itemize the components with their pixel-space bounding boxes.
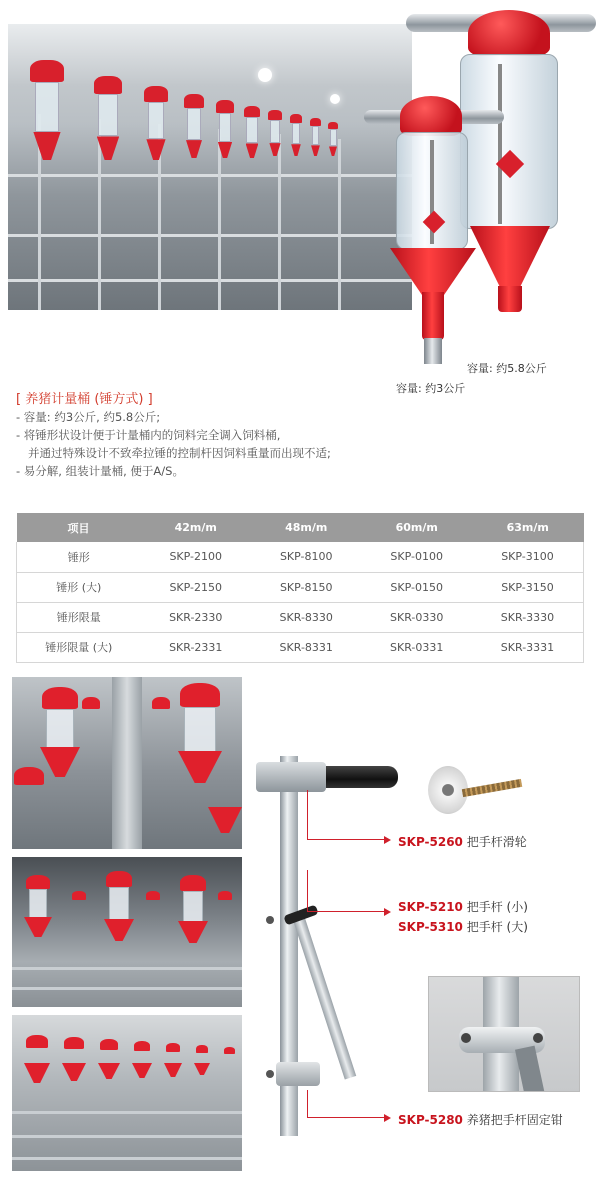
- part-code: SKP-5210: [398, 900, 463, 914]
- table-cell: SKR-8330: [251, 602, 361, 632]
- callout-arrow: [384, 908, 391, 916]
- pen-rail: [8, 174, 412, 177]
- table-row: [17, 632, 584, 662]
- feeder-thumbnail: [268, 110, 282, 156]
- callout-line-clamp: [307, 1090, 385, 1118]
- feeder-cap-large: [468, 10, 550, 56]
- feeder-funnel-large: [470, 226, 550, 288]
- feeder-thumbnail: [216, 100, 234, 158]
- callout-lever-small: [398, 898, 528, 915]
- callout-line-lever: [307, 870, 385, 912]
- table-cell: SKR-2330: [141, 602, 251, 632]
- pen-bar: [338, 139, 341, 310]
- pen-rail: [8, 234, 412, 237]
- feeder-neck-small: [422, 292, 444, 340]
- feeder-rod: [498, 64, 502, 224]
- part-label: 把手杆 (大): [466, 920, 528, 934]
- feature-line: - 易分解, 组装计量桶, 便于A/S。: [16, 464, 184, 478]
- table-header: 项目: [17, 513, 141, 542]
- table-cell: SKP-0150: [361, 572, 471, 602]
- assembly-lever: [292, 914, 356, 1079]
- assembly-bolt: [266, 916, 274, 924]
- installation-photo-aisle: [12, 677, 242, 849]
- part-label: 把手杆滑轮: [466, 835, 527, 849]
- part-code: SKP-5280: [398, 1113, 463, 1127]
- table-cell: SKP-3150: [472, 572, 584, 602]
- feeder-thumbnail: [290, 114, 302, 156]
- feeder-pipe: [424, 338, 442, 364]
- feeder-thumbnail: [144, 86, 168, 160]
- feeder-thumbnail: [244, 106, 260, 158]
- feeder-thumbnail: [328, 122, 338, 156]
- table-header: 42m/m: [141, 513, 251, 542]
- part-label: 养猪把手杆固定钳: [466, 1113, 563, 1127]
- feature-line: - 容量: 约3公斤, 约5.8公斤;: [16, 410, 161, 424]
- callout-line-roller: [307, 790, 385, 840]
- table-cell: SKR-3331: [472, 632, 584, 662]
- clamp-detail-photo: [428, 976, 580, 1092]
- table-cell: 锤形限量: [17, 602, 141, 632]
- pen-rail: [8, 279, 412, 282]
- feeder-thumbnail: [310, 118, 321, 156]
- ceiling-lamp: [258, 68, 272, 82]
- ceiling-lamp: [330, 94, 340, 104]
- table-row: [17, 572, 584, 602]
- table-cell: SKR-0331: [361, 632, 471, 662]
- callout-arrow: [384, 836, 391, 844]
- table-row: [17, 542, 584, 572]
- feeder-thumbnail: [30, 60, 64, 160]
- table-cell: SKP-8100: [251, 542, 361, 572]
- feature-line: 并通过特殊设计不致牵拉锤的控制杆因饲料重量而出现不适;: [28, 446, 331, 460]
- roller-part-image: [422, 764, 522, 824]
- table-cell: SKP-2100: [141, 542, 251, 572]
- installation-photo-row: [12, 857, 242, 1007]
- table-header: 63m/m: [472, 513, 584, 542]
- assembly-bolt: [266, 1070, 274, 1078]
- table-cell: SKR-0330: [361, 602, 471, 632]
- table-cell: SKP-2150: [141, 572, 251, 602]
- feeder-tube-large: [460, 54, 558, 229]
- table-cell: SKP-3100: [472, 542, 584, 572]
- part-code: SKP-5260: [398, 835, 463, 849]
- feature-list: [16, 408, 331, 480]
- table-header: 48m/m: [251, 513, 361, 542]
- table-cell: SKR-8331: [251, 632, 361, 662]
- table-cell: SKP-0100: [361, 542, 471, 572]
- table-cell: 锤形 (大): [17, 572, 141, 602]
- feeder-cap-small: [400, 96, 462, 136]
- part-code: SKP-5310: [398, 920, 463, 934]
- pen-bar: [278, 134, 281, 310]
- callout-roller: [398, 833, 527, 850]
- feeder-thumbnail: [94, 76, 122, 160]
- assembly-clamp: [276, 1062, 320, 1086]
- table-cell: SKP-8150: [251, 572, 361, 602]
- table-cell: SKR-3330: [472, 602, 584, 632]
- installation-photo-pens: [12, 1015, 242, 1171]
- feeder-neck-large: [498, 286, 522, 312]
- barn-photo: [8, 24, 412, 310]
- feature-line: - 将锤形状设计便于计量桶内的饲料完全调入饲料桶,: [16, 428, 281, 442]
- table-cell: SKR-2331: [141, 632, 251, 662]
- capacity-label-small: 容量: 约3公斤: [396, 382, 466, 395]
- assembly-bracket: [256, 762, 326, 792]
- capacity-label-large: 容量: 约5.8公斤: [467, 362, 547, 375]
- table-row: [17, 602, 584, 632]
- product-title: [ 养猪计量桶 (锤方式) ]: [16, 392, 153, 407]
- feeder-thumbnail: [184, 94, 204, 158]
- callout-arrow: [384, 1114, 391, 1122]
- table-header: 60m/m: [361, 513, 471, 542]
- callout-clamp: [398, 1111, 563, 1128]
- table-header-row: [17, 513, 584, 542]
- spec-table: [16, 513, 584, 663]
- feeder-product-image: [360, 4, 600, 364]
- part-label: 把手杆 (小): [466, 900, 528, 914]
- table-cell: 锤形: [17, 542, 141, 572]
- table-cell: 锤形限量 (大): [17, 632, 141, 662]
- feeder-funnel-small: [390, 248, 476, 296]
- barn-ceiling: [8, 24, 412, 84]
- callout-lever-large: [398, 918, 528, 935]
